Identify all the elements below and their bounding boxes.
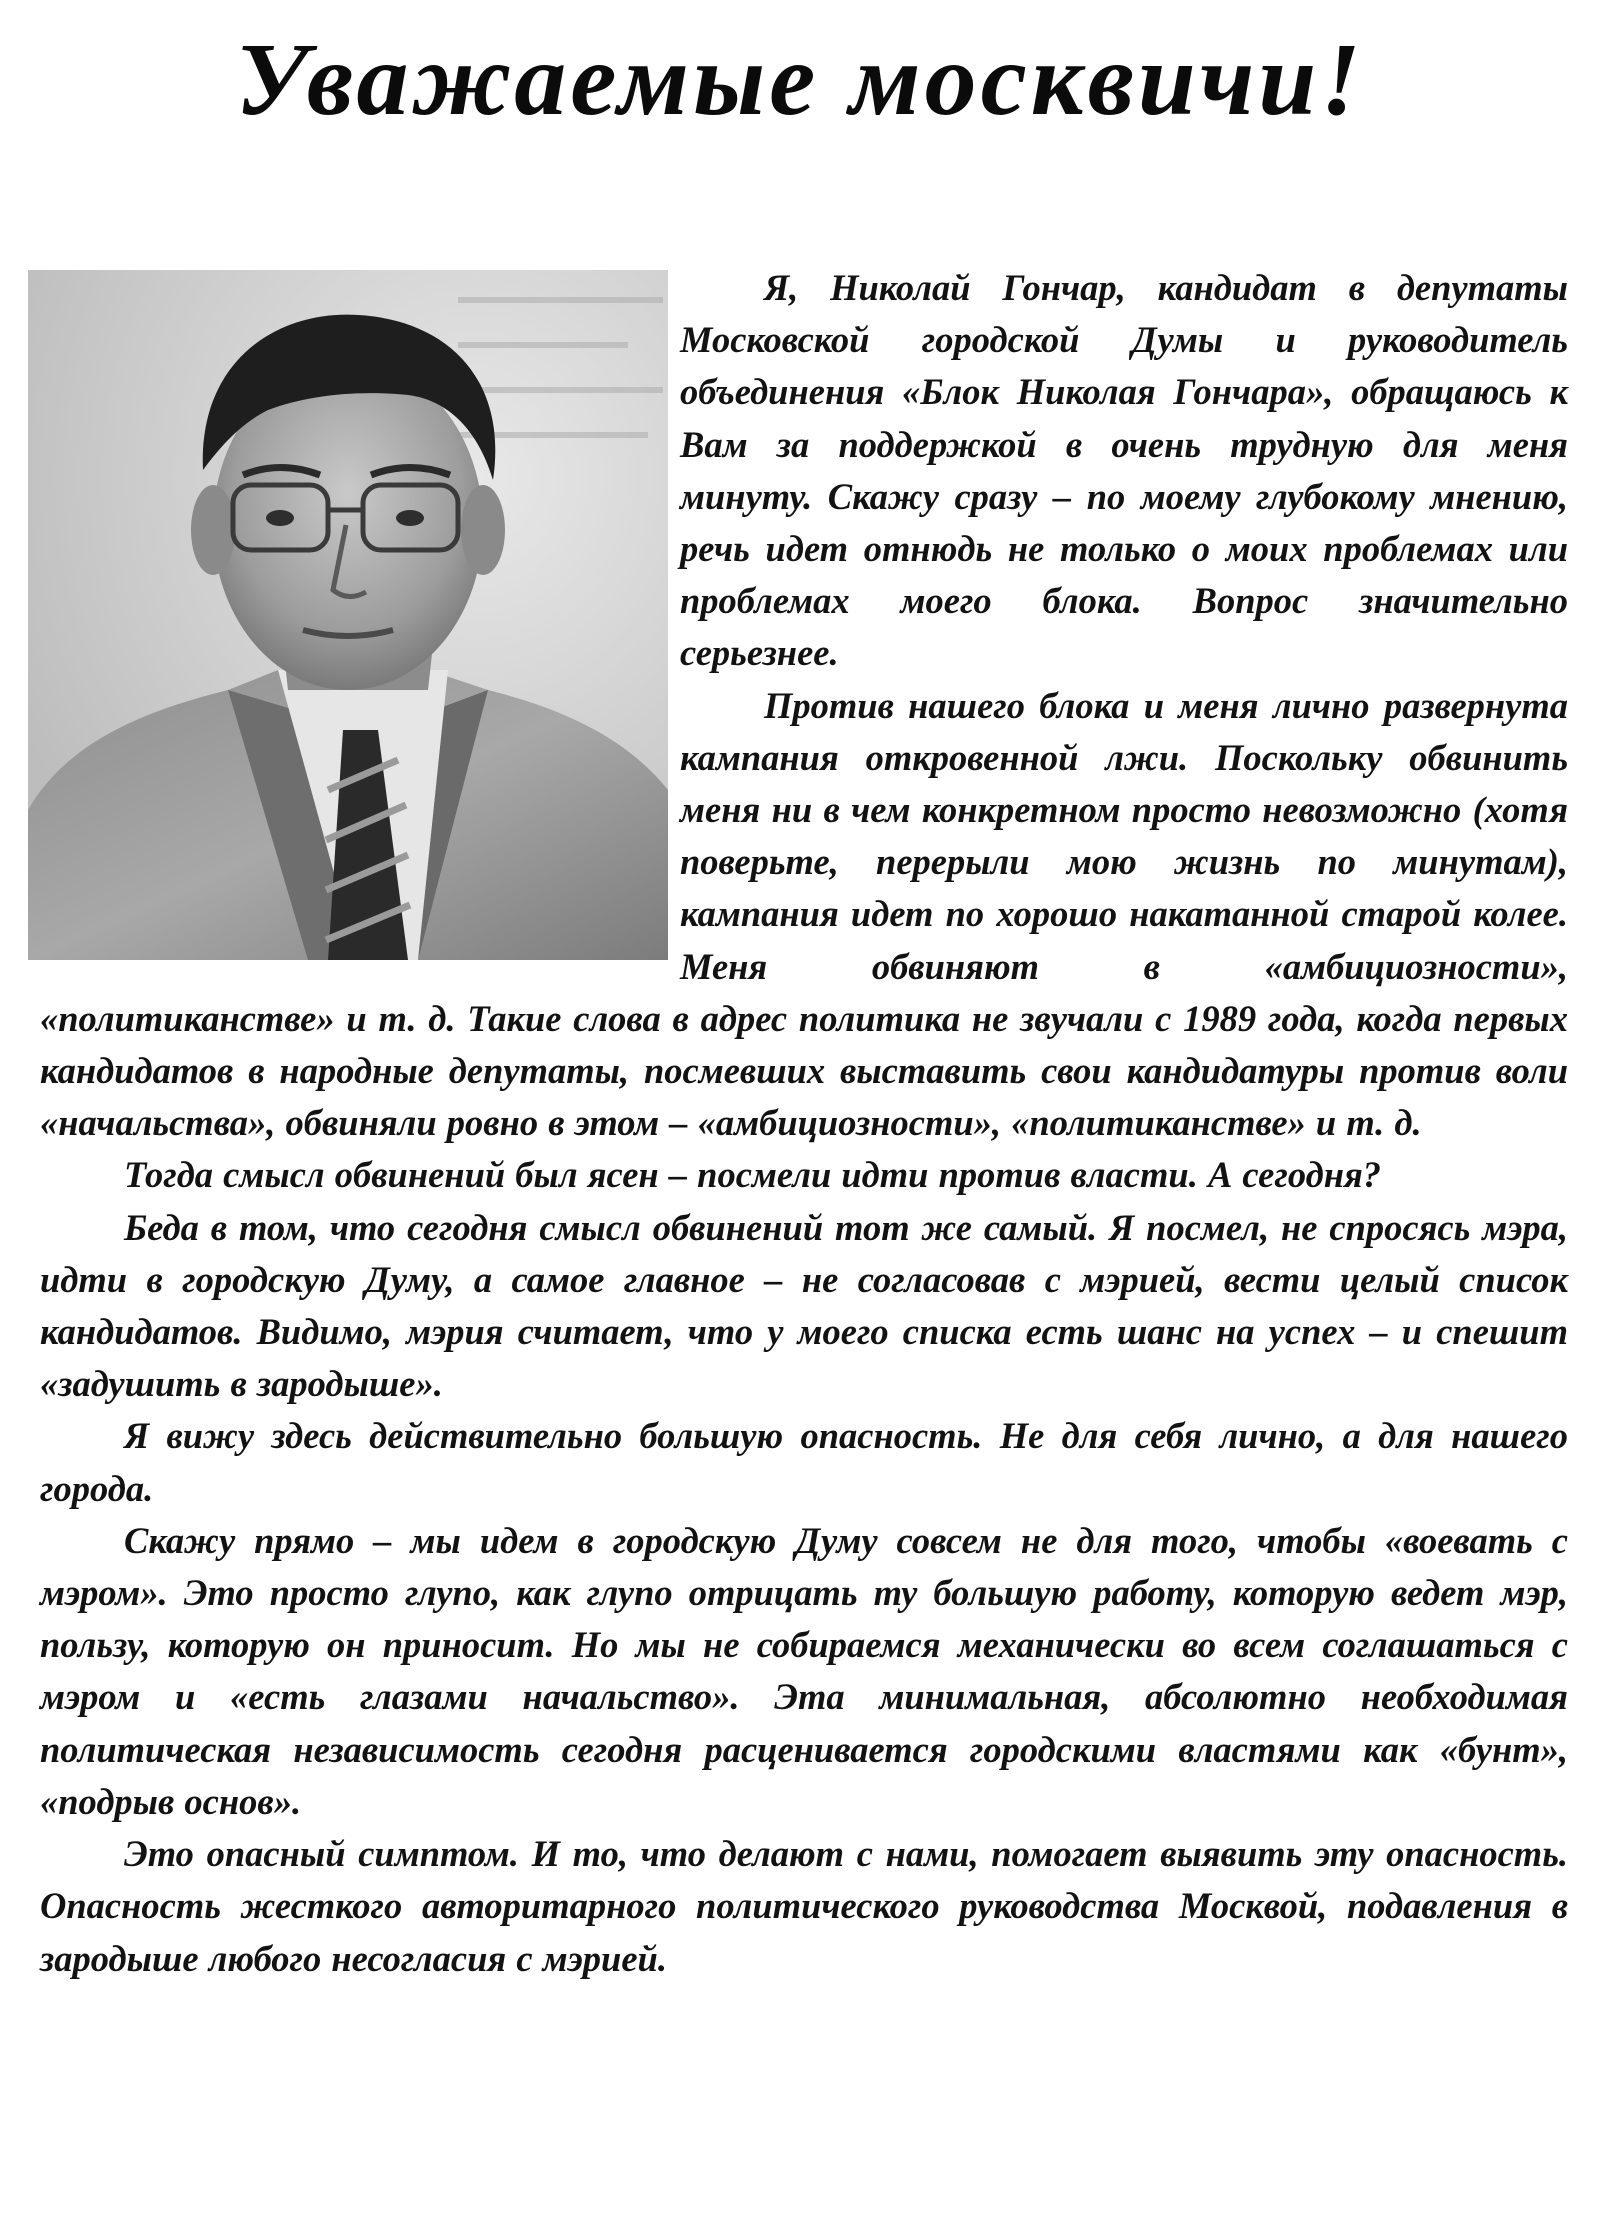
- headline: Уважаемые москвичи!: [235, 22, 1365, 137]
- paragraph-4: Беда в том, что сегодня смысл обвинений тот же самый. Я посмел, не спросясь мэра, идти в городскую Думу, а самое главное – не согласовав с мэрией, вести целый список кандидатов. Видимо, мэрия считает, что у моего списка есть шанс на успех – и спешит «задушить в зародыше».: [40, 1206, 1568, 1405]
- paragraph-7: Это опасный симптом. И то, что делают с нами, помогает выявить эту опасность. Опасность жесткого авторитарного политического руководства Москвой, подавления в зародыше любого несогласия с мэрией.: [40, 1833, 1568, 1979]
- paragraph-3: Тогда смысл обвинений был ясен – посмели идти против власти. А сегодня?: [124, 1154, 1382, 1196]
- paragraph-5: Я вижу здесь действительно большую опасность. Не для себя лично, а для нашего города.: [40, 1415, 1568, 1509]
- photo-spacer: [40, 262, 680, 967]
- paragraph-6: Скажу прямо – мы идем в городскую Думу совсем не для того, чтобы «воевать с мэром». Это просто глупо, как глупо отрицать ту большую работу, которую ведет мэр, пользу, которую он приносит. Но мы не собираемся механически во всем соглашаться с мэром и «есть глазами начальство». Эта минимальная, абсолютно необходимая политическая независимость сегодня расценивается городскими властями как «бунт», «подрыв основ».: [40, 1519, 1568, 1822]
- paragraph-1: Я, Николай Гончар, кандидат в депутаты Московской городской Думы и руководитель объединения «Блок Николая Гончара», обращаюсь к Вам за поддержкой в очень трудную для меня минуту. Скажу сразу – по моему глубокому мнению, речь идет отнюдь не только о моих проблемах или проблемах моего блока. Вопрос значительно серьезнее.: [680, 267, 1568, 674]
- article-body: [40, 262, 1568, 1985]
- paragraph-2: Против нашего блока и меня лично развернута кампания откровенной лжи. Поскольку обвинить меня ни в чем конкретном просто невозможно (хотя поверьте, перерыли мою жизнь по минутам), кампания идет по хорошо накатанной старой колее. Меня обвиняют в «амбициозности», «политиканстве» и т. д. Такие слова в адрес политика не звучали с 1989 года, когда первых кандидатов в народные депутаты, посмевших выставить свои кандидатуры против воли «начальства», обвиняли ровно в этом – «амбициозности», «политиканстве» и т. д.: [40, 684, 1568, 1144]
